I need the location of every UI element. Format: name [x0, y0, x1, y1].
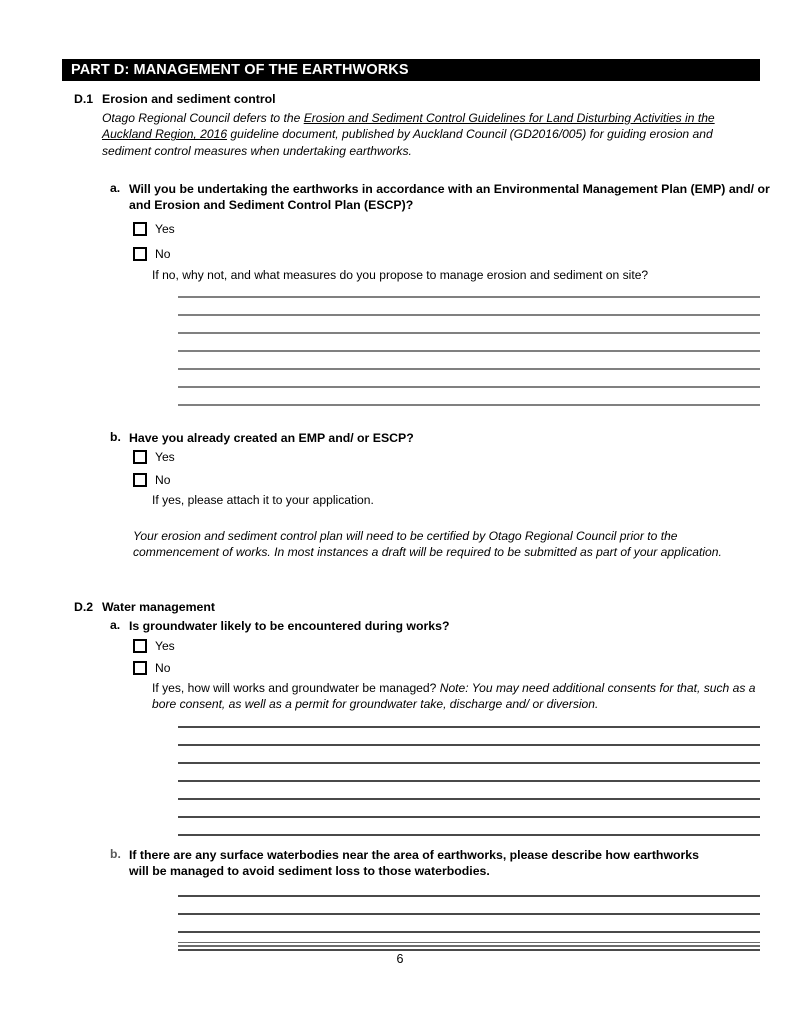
answer-line[interactable] — [178, 913, 760, 915]
answer-line[interactable] — [178, 404, 760, 406]
checkbox-d1-a-yes[interactable] — [133, 222, 147, 236]
followup-text-d2-a — [152, 680, 772, 713]
question-text-d1-b: Have you already created an EMP and/ or ESCP? — [129, 431, 414, 445]
answer-line[interactable] — [178, 314, 760, 316]
checkbox-row-d2-a-yes[interactable] — [133, 639, 175, 653]
section-number-d1: D.1 — [74, 92, 94, 106]
answer-line[interactable] — [178, 762, 760, 764]
checkbox-label-d2-a-no: No — [155, 660, 171, 675]
checkbox-label-d2-a-yes: Yes — [155, 638, 175, 653]
answer-line[interactable] — [178, 726, 760, 728]
followup-italic-d2-a: Note: You may need additional consents for that, such as a bore consent, as well as a permit for groundwater take, discharge and/ or diversion. — [152, 681, 756, 712]
answer-line[interactable] — [178, 798, 760, 800]
d1-intro-paragraph — [102, 110, 758, 159]
question-letter-d2-a: a. — [110, 618, 121, 632]
checkbox-row-d2-a-no[interactable] — [133, 661, 170, 675]
answer-line[interactable] — [178, 350, 760, 352]
footer-rule-thick — [178, 945, 760, 947]
page-number: 6 — [396, 952, 404, 966]
answer-line[interactable] — [178, 949, 760, 951]
checkbox-label-d1-a-yes: Yes — [155, 221, 175, 236]
answer-line[interactable] — [178, 296, 760, 298]
answer-line[interactable] — [178, 780, 760, 782]
answer-line[interactable] — [178, 744, 760, 746]
d1-intro-after: guideline document, published by Auckland Council (GD2016/005) for guiding erosion and sediment control measures when undertaking earthworks. — [102, 127, 713, 158]
question-letter-d1-a: a. — [110, 181, 121, 195]
answer-line[interactable] — [178, 931, 760, 933]
section-title-d1: Erosion and sediment control — [102, 92, 276, 106]
followup-text-d1-a: If no, why not, and what measures do you propose to manage erosion and sediment on site? — [152, 268, 649, 282]
section-number-d2: D.2 — [74, 600, 94, 614]
d1-intro-before: Otago Regional Council defers to the — [102, 111, 304, 125]
checkbox-d1-b-no[interactable] — [133, 473, 147, 487]
section-title-d2: Water management — [102, 600, 215, 614]
answer-line[interactable] — [178, 895, 760, 897]
footer-rule — [178, 942, 760, 947]
checkbox-d2-a-yes[interactable] — [133, 639, 147, 653]
answer-line[interactable] — [178, 386, 760, 388]
followup-plain-d2-a: If yes, how will works and groundwater be managed? — [152, 681, 440, 695]
answer-lines-d1-a[interactable] — [178, 296, 760, 406]
answer-line[interactable] — [178, 332, 760, 334]
checkbox-row-d1-a-no[interactable] — [133, 247, 170, 261]
checkbox-label-d1-b-no: No — [155, 472, 171, 487]
d1-intro-underlined: Erosion and Sediment Control Guidelines for Land Disturbing Activities in the Auckland Region, 2016 — [102, 111, 715, 142]
question-text-d1-a: Will you be undertaking the earthworks in accordance with an Environmental Management Plan (EMP) and/ or and Erosion and Sediment Control Plan (ESCP)? — [129, 182, 770, 213]
question-letter-d1-b: b. — [110, 430, 121, 444]
note-text-d1-b: Your erosion and sediment control plan will need to be certified by Otago Regional Council prior to the commencement of works. In most instances a draft will be required to be submitted as part of your application. — [133, 529, 722, 560]
checkbox-d1-b-yes[interactable] — [133, 450, 147, 464]
question-text-d2-a: Is groundwater likely to be encountered during works? — [129, 619, 450, 633]
checkbox-label-d1-b-yes: Yes — [155, 449, 175, 464]
followup-text-d1-b: If yes, please attach it to your application. — [152, 493, 374, 507]
checkbox-row-d1-b-yes[interactable] — [133, 450, 175, 464]
checkbox-row-d1-a-yes[interactable] — [133, 222, 175, 236]
part-header-bar — [62, 59, 760, 81]
question-text-d2-b: If there are any surface waterbodies near the area of earthworks, please describe how earthworks will be managed to avoid sediment loss to those waterbodies. — [129, 848, 699, 879]
answer-lines-d2-a[interactable] — [178, 726, 760, 836]
checkbox-d1-a-no[interactable] — [133, 247, 147, 261]
answer-line[interactable] — [178, 816, 760, 818]
question-letter-d2-b: b. — [110, 847, 121, 861]
part-header-title: PART D: MANAGEMENT OF THE EARTHWORKS — [71, 61, 409, 78]
checkbox-label-d1-a-no: No — [155, 246, 171, 261]
checkbox-d2-a-no[interactable] — [133, 661, 147, 675]
footer-rule-thin — [178, 942, 760, 943]
answer-line[interactable] — [178, 834, 760, 836]
answer-line[interactable] — [178, 368, 760, 370]
checkbox-row-d1-b-no[interactable] — [133, 473, 170, 487]
